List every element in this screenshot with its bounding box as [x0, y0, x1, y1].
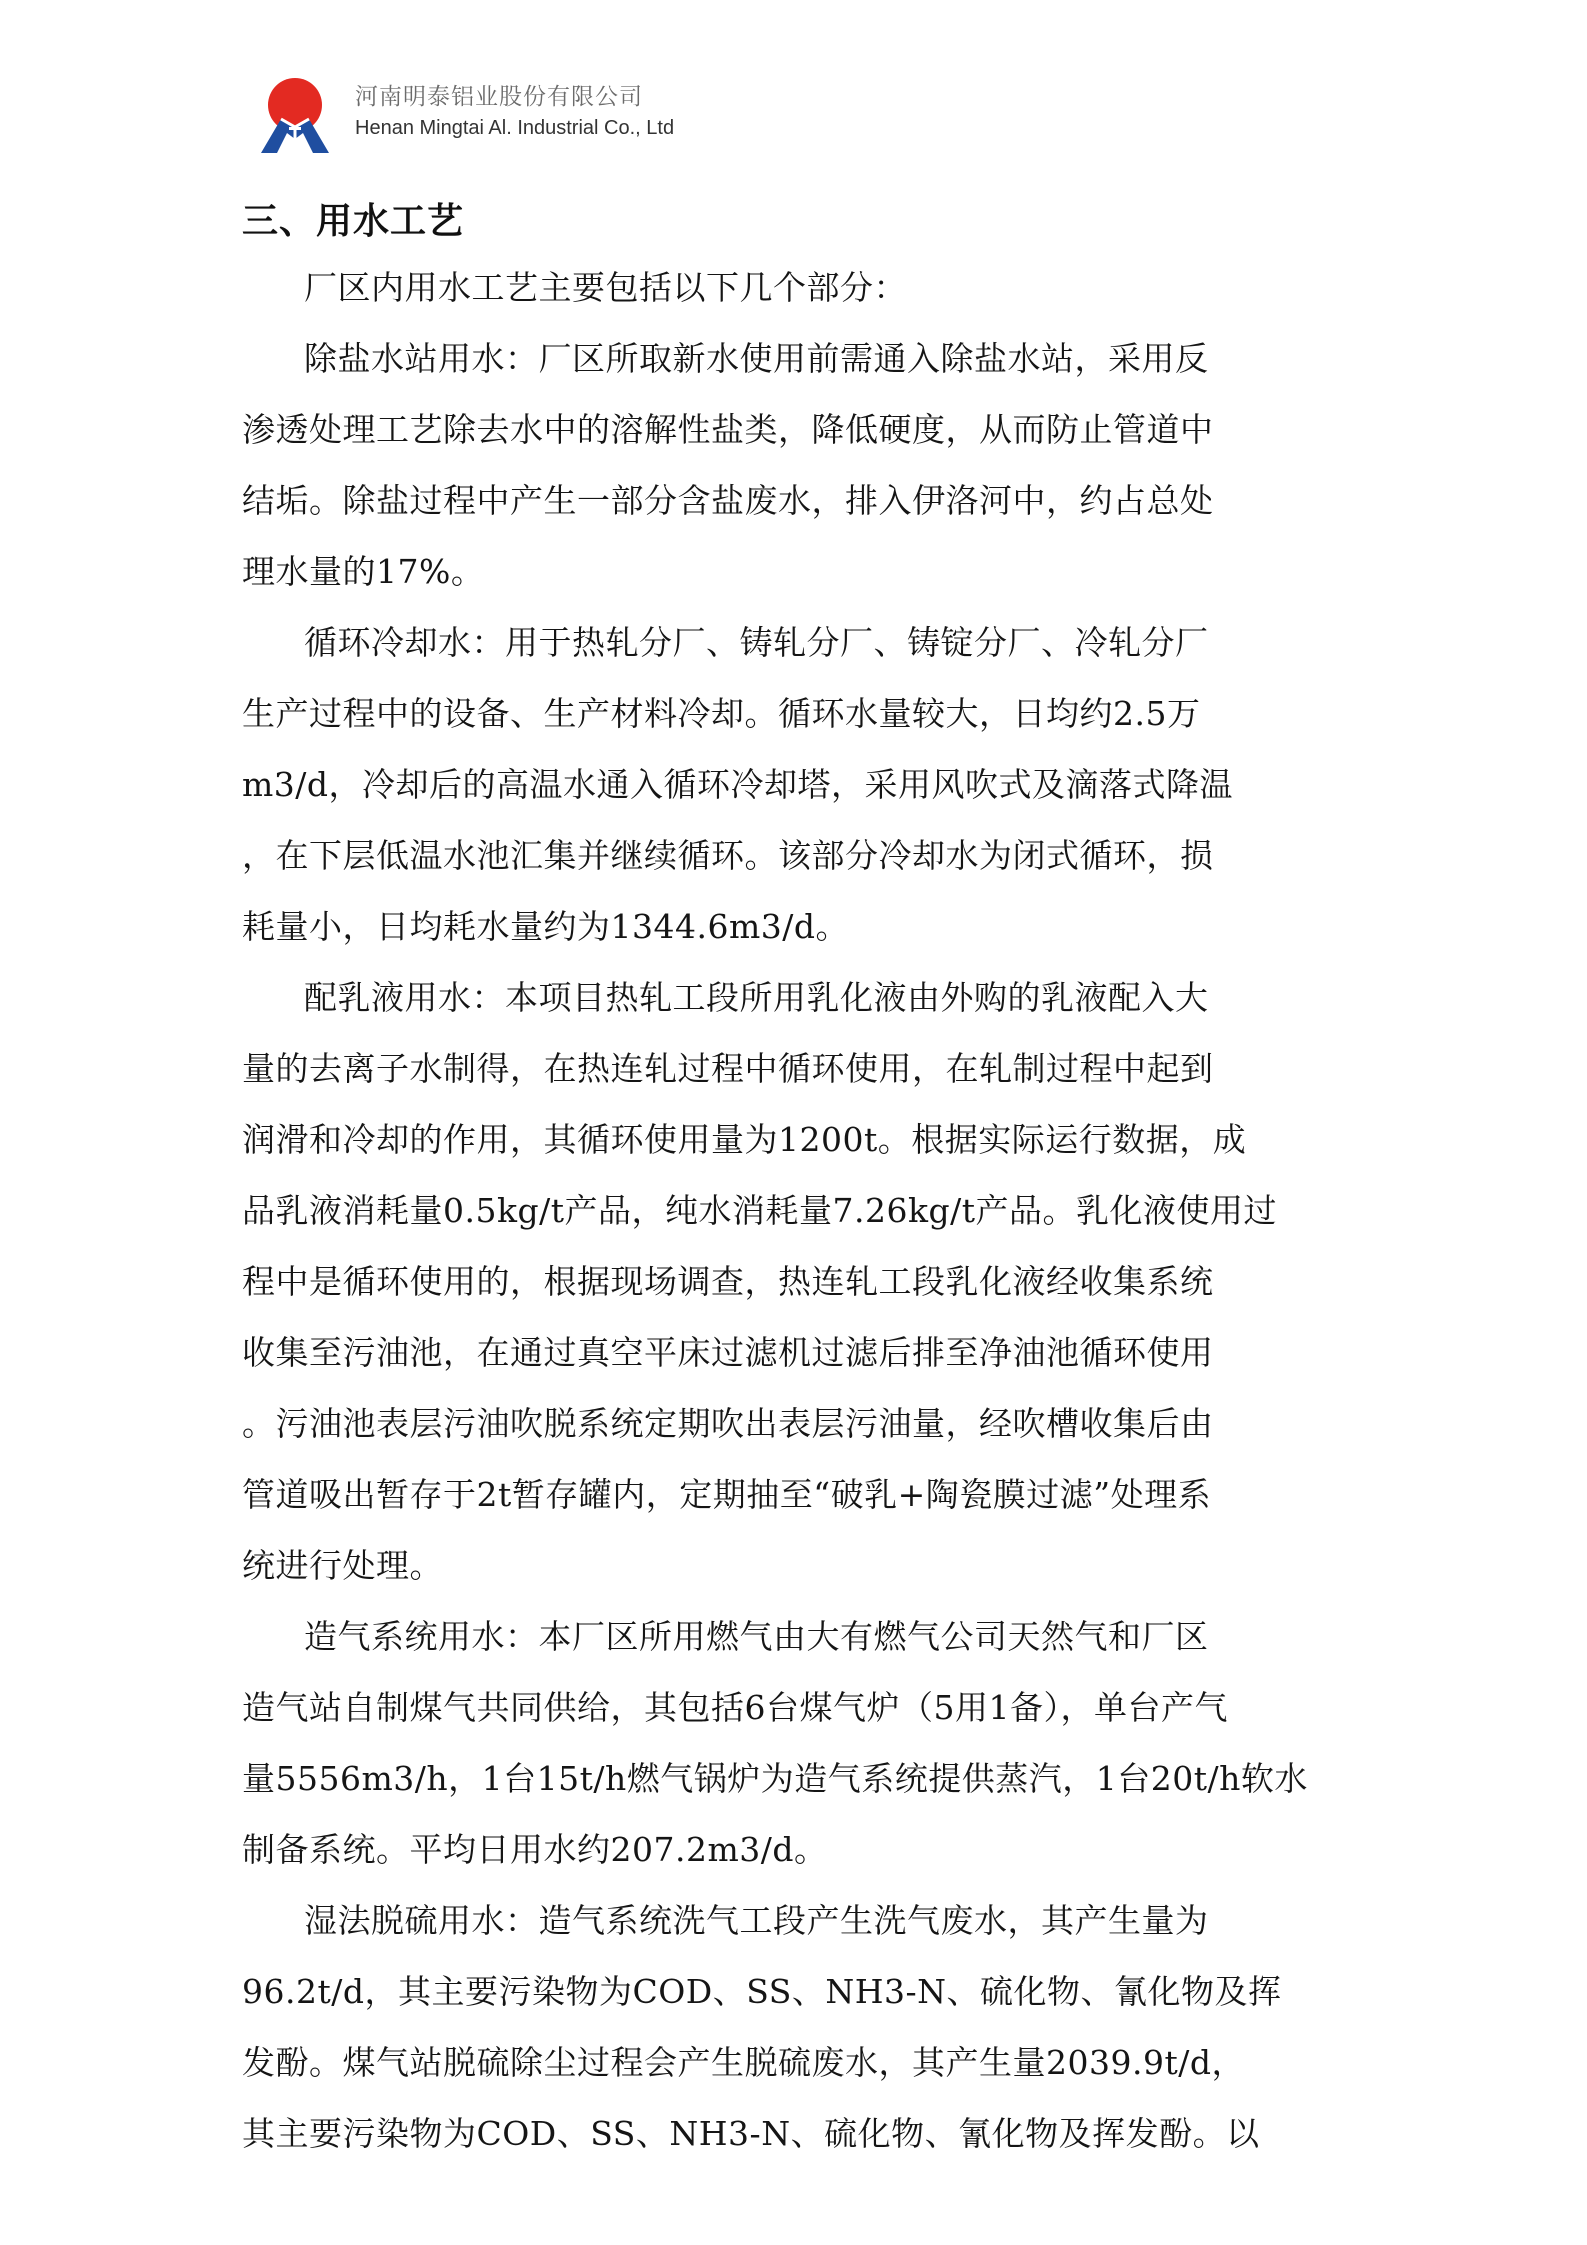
mingtai-logo-icon [255, 75, 335, 155]
paragraph-emulsion-line: 品乳液消耗量0.5kg/t产品，纯水消耗量7.26kg/t产品。乳化液使用过 [242, 1191, 1277, 1230]
paragraph-intro-line: 厂区内用水工艺主要包括以下几个部分： [304, 268, 907, 307]
paragraph-desulfurization-line: 其主要污染物为COD、SS、NH3-N、硫化物、氰化物及挥发酚。以 [242, 2114, 1260, 2153]
paragraph-cooling-line: m3/d，冷却后的高温水通入循环冷却塔，采用风吹式及滴落式降温 [242, 765, 1234, 804]
document-header [250, 70, 730, 160]
company-name-cn: 河南明泰铝业股份有限公司 [355, 84, 643, 110]
paragraph-emulsion-line: 管道吸出暂存于2t暂存罐内，定期抽至“破乳+陶瓷膜过滤”处理系 [242, 1475, 1212, 1514]
paragraph-emulsion-line: 润滑和冷却的作用，其循环使用量为1200t。根据实际运行数据，成 [242, 1120, 1247, 1159]
paragraph-emulsion-line: 。污油池表层污油吹脱系统定期吹出表层污油量，经吹槽收集后由 [242, 1404, 1214, 1443]
paragraph-cooling-line: 耗量小，日均耗水量约为1344.6m3/d。 [242, 907, 849, 946]
paragraph-desulfurization-line: 湿法脱硫用水：造气系统洗气工段产生洗气废水，其产生量为 [304, 1901, 1209, 1940]
paragraph-desalination-line: 理水量的17%。 [242, 552, 485, 591]
paragraph-emulsion-line: 收集至污油池，在通过真空平床过滤机过滤后排至净油池循环使用 [242, 1333, 1214, 1372]
paragraph-gas-making-line: 量5556m3/h，1台15t/h燃气锅炉为造气系统提供蒸汽，1台20t/h软水 [242, 1759, 1308, 1798]
paragraph-desalination-line: 结垢。除盐过程中产生一部分含盐废水，排入伊洛河中，约占总处 [242, 481, 1214, 520]
paragraph-desalination-line: 渗透处理工艺除去水中的溶解性盐类，降低硬度，从而防止管道中 [242, 410, 1214, 449]
paragraph-gas-making-line: 造气站自制煤气共同供给，其包括6台煤气炉（5用1备），单台产气 [242, 1688, 1228, 1727]
company-name-en: Henan Mingtai Al. Industrial Co., Ltd [355, 117, 675, 139]
paragraph-emulsion-line: 量的去离子水制得，在热连轧过程中循环使用，在轧制过程中起到 [242, 1049, 1214, 1088]
paragraph-gas-making-line: 造气系统用水：本厂区所用燃气由大有燃气公司天然气和厂区 [304, 1617, 1209, 1656]
paragraph-gas-making-line: 制备系统。平均日用水约207.2m3/d。 [242, 1830, 828, 1869]
paragraph-desalination-line: 除盐水站用水：厂区所取新水使用前需通入除盐水站，采用反 [304, 339, 1209, 378]
section-title: 三、用水工艺 [242, 201, 465, 242]
paragraph-cooling-line: ，在下层低温水池汇集并继续循环。该部分冷却水为闭式循环，损 [242, 836, 1214, 875]
paragraph-emulsion-line: 统进行处理。 [242, 1546, 443, 1585]
paragraph-emulsion-line: 程中是循环使用的，根据现场调查，热连轧工段乳化液经收集系统 [242, 1262, 1214, 1301]
paragraph-cooling-line: 循环冷却水：用于热轧分厂、铸轧分厂、铸锭分厂、冷轧分厂 [304, 623, 1209, 662]
paragraph-emulsion-line: 配乳液用水：本项目热轧工段所用乳化液由外购的乳液配入大 [304, 978, 1209, 1017]
paragraph-desulfurization-line: 96.2t/d，其主要污染物为COD、SS、NH3-N、硫化物、氰化物及挥 [242, 1972, 1282, 2011]
paragraph-desulfurization-line: 发酚。煤气站脱硫除尘过程会产生脱硫废水，其产生量2039.9t/d， [242, 2043, 1245, 2082]
paragraph-cooling-line: 生产过程中的设备、生产材料冷却。循环水量较大，日均约2.5万 [242, 694, 1201, 733]
